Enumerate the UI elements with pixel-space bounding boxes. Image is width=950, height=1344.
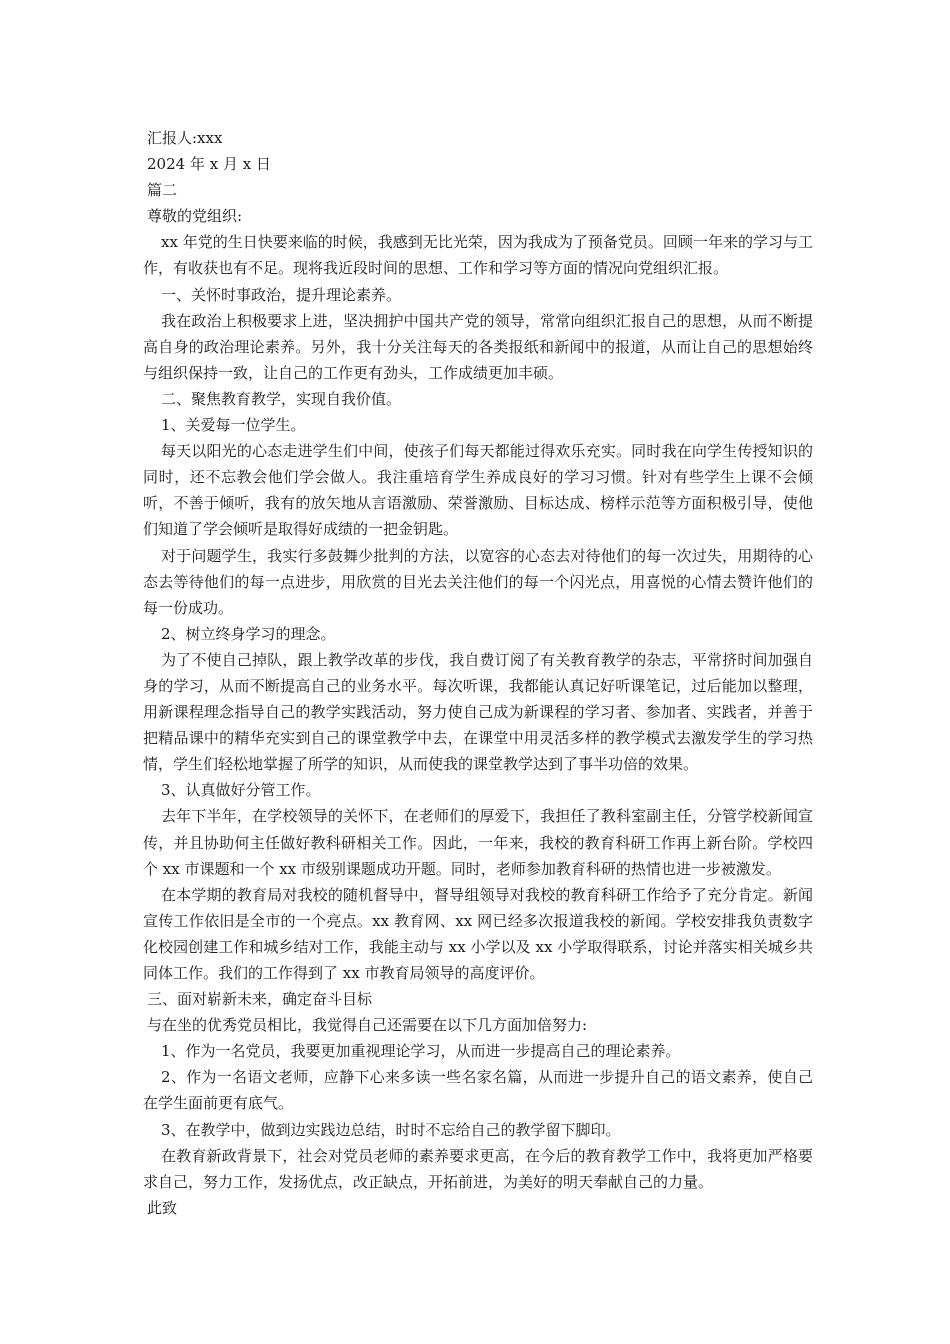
body-paragraph: 我在政治上积极要求上进，坚决拥护中国共产党的领导，常常向组织汇报自己的思想，从而不断提高自身的政治理论素养。另外，我十分关注每天的各类报纸和新闻中的报道，从而让自己的思想始终与组织保持一致，让自己的工作更有劲头，工作成绩更加丰硕。 [143,311,813,382]
reporter-line: 汇报人:xxx [147,129,223,147]
goal-item-2: 2、作为一名语文老师，应静下心来多读一些名家名篇，从而进一步提升自己的语文素养，使自己在学生面前更有底气。 [143,1068,813,1113]
section-heading-3: 三、面对崭新未来，确定奋斗目标 [147,990,373,1009]
body-paragraph: 为了不使自己掉队，跟上教学改革的步伐，我自费订阅了有关教育教学的杂志，平常挤时间加强自身的学习，从而不断提高自己的业务水平。每次听课，我都能认真记好听课笔记，过后能加以整理，用新课程理念指导自己的教学实践活动，努力使自己成为新课程的学习者、参加者、实践者，并善于把精品课中的精华充实到自己的课堂教学中去，在课堂中用灵活多样的教学模式去激发学生的学习热情，学生们轻松地掌握了所学的知识，从而使我的课堂教学达到了事半功倍的效果。 [143,650,813,774]
body-paragraph: 去年下半年，在学校领导的关怀下，在老师们的厚爱下，我担任了教科室副主任，分管学校新闻宣传，并且协助何主任做好教科研相关工作。因此，一年来，我校的教育科研工作再上新台阶。学校四个 xx 市课题和一个 xx 市级别课题成功开题。同时，老师参加教育科研的热情也进一步被激发。 [143,807,813,878]
closing-paragraph: 在教育新政背景下，社会对党员老师的素养要求更高，在今后的教育教学工作中，我将更加严格要求自己，努力工作，发扬优点，改正缺点，开拓前进，为美好的明天奉献自己的力量。 [143,1146,813,1191]
body-paragraph: 与在坐的优秀党员相比，我觉得自己还需要在以下几方面加倍努力: [147,1016,588,1035]
section-label: 篇二 [147,181,178,200]
subheading-3: 3、认真做好分管工作。 [161,781,321,800]
intro-paragraph: xx 年党的生日快要来临的时候，我感到无比光荣，因为我成为了预备党员。回顾一年来的学习与工作，有收获也有不足。现将我近段时间的思想、工作和学习等方面的情况向党组织汇报。 [143,233,813,278]
subheading-1: 1、关爱每一位学生。 [161,416,306,435]
goal-item-1: 1、作为一名党员，我要更加重视理论学习，从而进一步提高自己的理论素养。 [161,1042,681,1061]
section-heading-1: 一、关怀时事政治，提升理论素养。 [161,285,402,304]
goal-item-3: 3、在教学中，做到边实践边总结，时时不忘给自己的教学留下脚印。 [161,1120,621,1139]
body-paragraph: 在本学期的教育局对我校的随机督导中，督导组领导对我校的教育科研工作给予了充分肯定。新闻宣传工作依旧是全市的一个亮点。xx 教育网、xx 网已经多次报道我校的新闻。学校安排我负责数字化校园创建工作和城乡结对工作，我能主动与 xx 小学以及 xx 小学取得联系，讨论并落实相关城乡共同体工作。我们的工作得到了 xx 市教育局领导的高度评价。 [143,885,813,982]
subheading-2: 2、树立终身学习的理念。 [161,624,336,643]
body-paragraph: 对于问题学生，我实行多鼓舞少批判的方法，以宽容的心态去对待他们的每一次过失，用期待的心态去等待他们的每一点进步，用欣赏的目光去关注他们的每一个闪光点，用喜悦的心情去赞许他们的每一份成功。 [143,546,813,617]
body-paragraph: 每天以阳光的心态走进学生们中间，使孩子们每天都能过得欢乐充实。同时我在向学生传授知识的同时，还不忘教会他们学会做人。我注重培育学生养成良好的学习习惯。针对有些学生上课不会倾听，不善于倾听，我有的放矢地从言语激励、荣誉激励、目标达成、榜样示范等方面积极引导，使他们知道了学会倾听是取得好成绩的一把金钥匙。 [143,442,813,539]
section-heading-2: 二、聚焦教育教学，实现自我价值。 [161,389,402,408]
salutation: 尊敬的党组织: [147,207,243,226]
closing-salutation: 此致 [147,1198,178,1217]
date-line: 2024 年 x 月 x 日 [147,155,271,174]
document-body [143,125,813,1221]
